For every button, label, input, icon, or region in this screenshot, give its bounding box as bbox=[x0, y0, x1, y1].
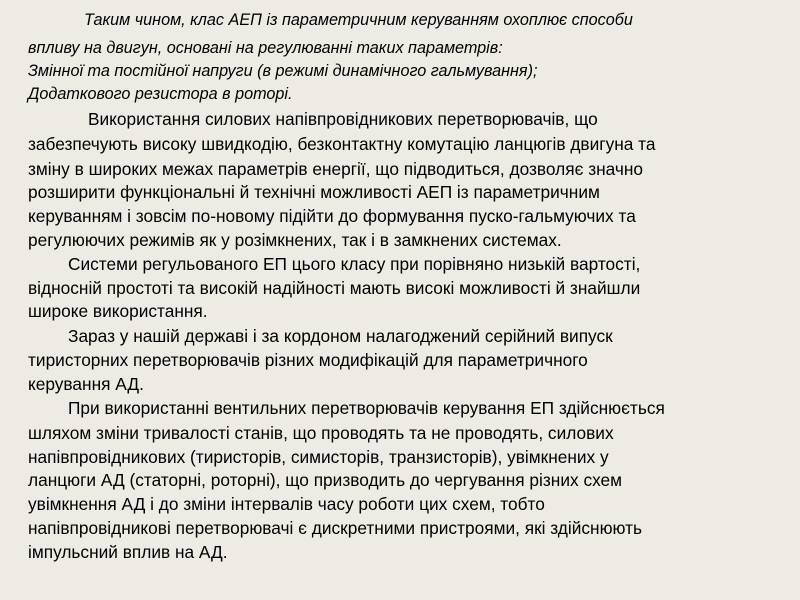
text-line: розширити функціональні й технічні можливості АЕП із параметричним bbox=[28, 182, 600, 202]
text-line: зміну в широких межах параметрів енергії, що підводиться, дозволяє значно bbox=[28, 159, 644, 179]
text-line: впливу на двигун, основані на регулюванні таких параметрів: bbox=[28, 39, 503, 57]
text-line: Таким чином, клас АЕП із параметричним керуванням охоплює способи bbox=[84, 11, 633, 29]
text-line: відносній простоті та високій надійності мають високі можливості й знайшли bbox=[28, 278, 641, 298]
text-line: регулюючих режимів як у розімкнених, так і в замкнених системах. bbox=[28, 230, 562, 250]
text-line: Зараз у нашій державі і за кордоном налагоджений серійний випуск bbox=[68, 326, 613, 346]
text-line: Використання силових напівпровідникових перетворювачів, що bbox=[88, 109, 598, 129]
text-line: Системи регульованого ЕП цього класу при порівняно низькій вартості, bbox=[68, 254, 641, 274]
text-line: ланцюги АД (статорні, роторні), що призводить до чергування різних схем bbox=[28, 470, 623, 490]
text-line: широке використання. bbox=[28, 301, 208, 321]
text-line: Додаткового резистора в роторі. bbox=[28, 85, 293, 103]
text-line: керуванням і зовсім по-новому підійти до формування пуско-гальмуючих та bbox=[28, 206, 636, 226]
text-line: шляхом зміни тривалості станів, що проводять та не проводять, силових bbox=[28, 423, 614, 443]
text-line: При використанні вентильних перетворювачів керування ЕП здійснюється bbox=[68, 398, 665, 418]
text-line: керування АД. bbox=[28, 374, 144, 394]
text-line: тиристорних перетворювачів різних модифікацій для параметричного bbox=[28, 350, 588, 370]
text-line: забезпечують високу швидкодію, безконтактну комутацію ланцюгів двигуна та bbox=[28, 134, 656, 154]
text-line: увімкнення АД і до зміни інтервалів часу роботи цих схем, тобто bbox=[28, 494, 545, 514]
text-line: напівпровідникових (тиристорів, симисторів, транзисторів), увімкнених у bbox=[28, 447, 609, 467]
text-line: напівпровідникові перетворювачі є дискретними пристроями, які здійснюють bbox=[28, 518, 643, 538]
text-line: імпульсний вплив на АД. bbox=[28, 542, 228, 562]
text-line: Змінної та постійної напруги (в режимі динамічного гальмування); bbox=[28, 62, 538, 80]
